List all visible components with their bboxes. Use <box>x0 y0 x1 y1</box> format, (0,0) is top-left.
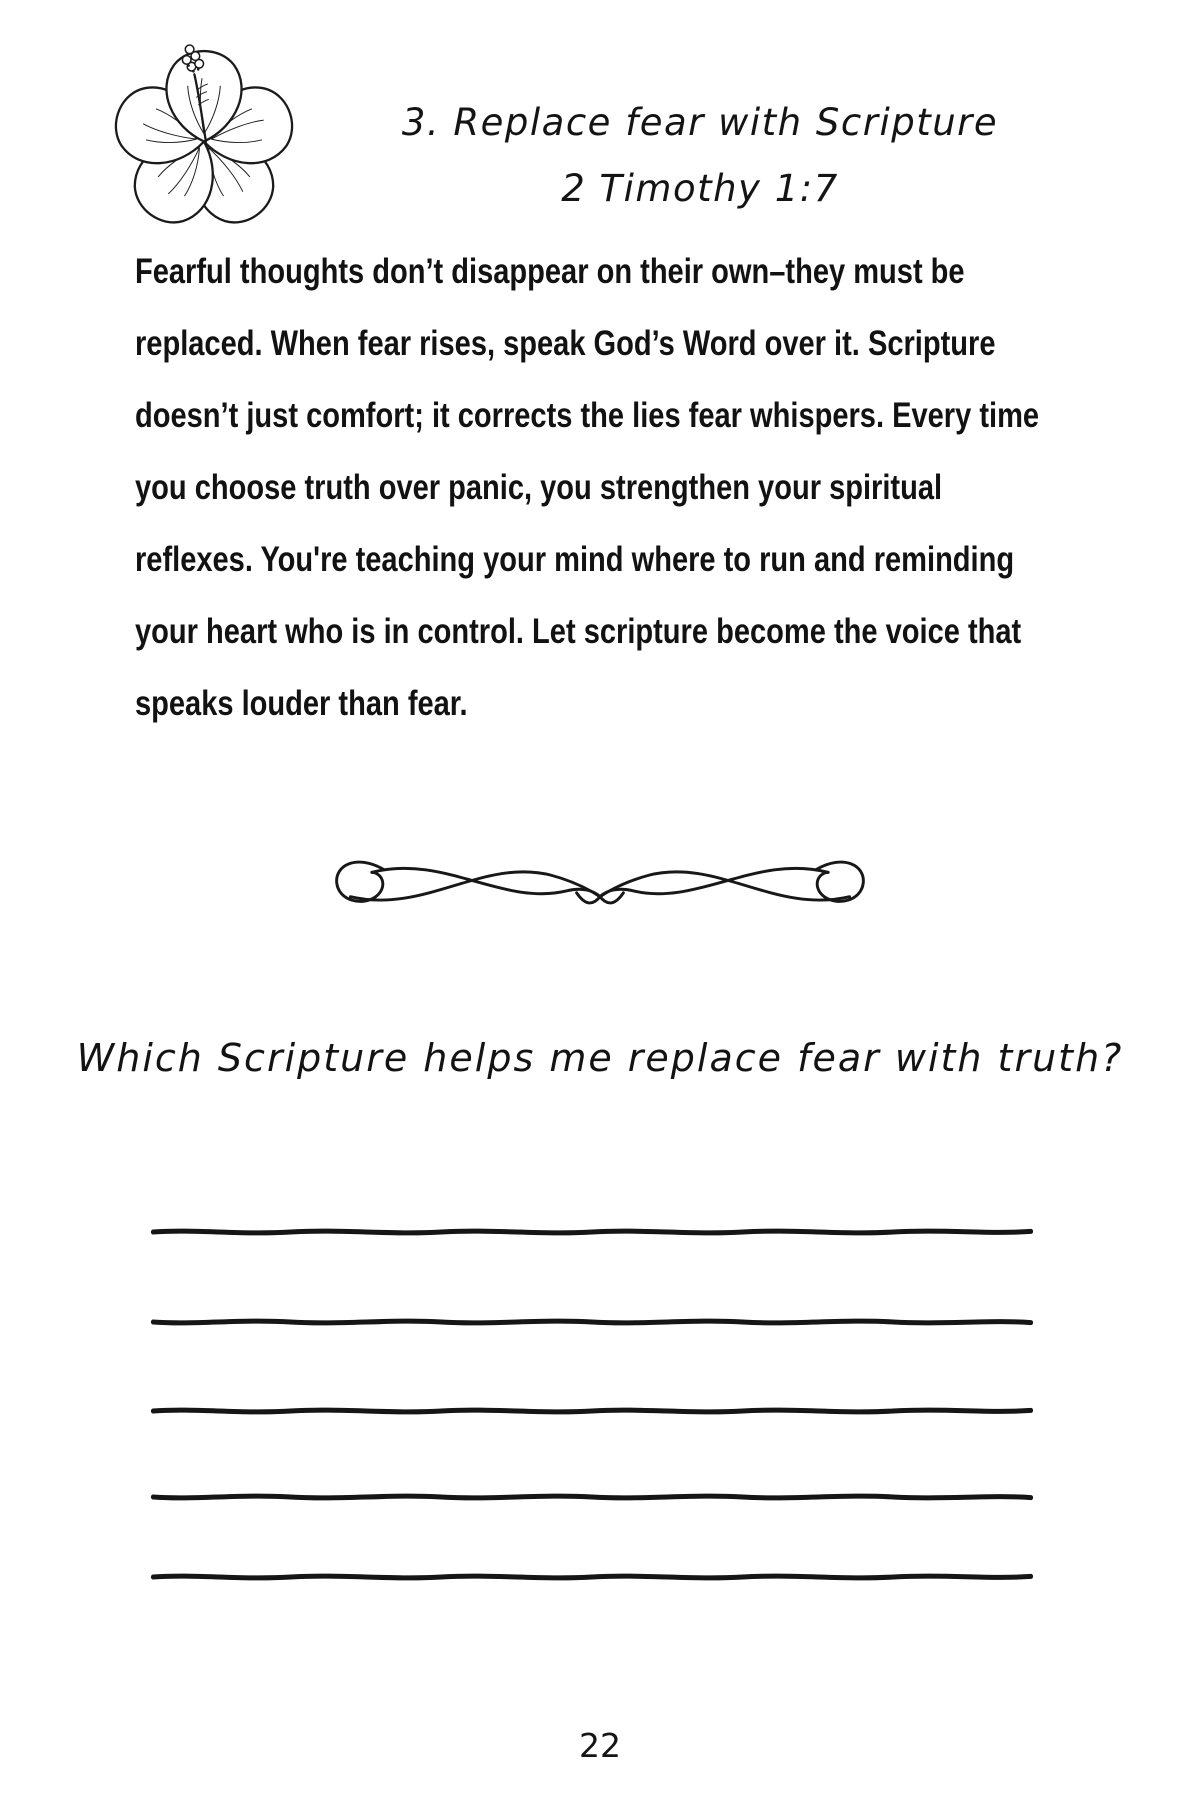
flourish-divider-icon <box>320 846 880 924</box>
writing-line <box>150 1491 1034 1503</box>
devotional-paragraph: Fearful thoughts don’t disappear on their own–they must be replaced. When fear rises, speak God’s Word over it. Scripture doesn’t just comfort; it corrects the lies fear whispers. Every time you choose truth over panic, you strengthen your spiritual reflexes. You're teaching your mind where to run and reminding your heart who is in control. Let scripture become the voice that speaks louder than fear. <box>135 252 1040 723</box>
writing-line <box>150 1405 1034 1417</box>
writing-line <box>150 1316 1034 1328</box>
section-header <box>240 90 1160 222</box>
writing-line <box>150 1226 1034 1238</box>
writing-line <box>150 1571 1034 1583</box>
section-title: 3. Replace fear with Scripture <box>401 101 999 144</box>
page-number: 22 <box>579 1726 621 1765</box>
scripture-reference: 2 Timothy 1:7 <box>561 167 839 210</box>
flourish-divider-svg <box>320 846 880 924</box>
reflection-question: Which Scripture helps me replace fear with truth? <box>76 1036 1124 1080</box>
